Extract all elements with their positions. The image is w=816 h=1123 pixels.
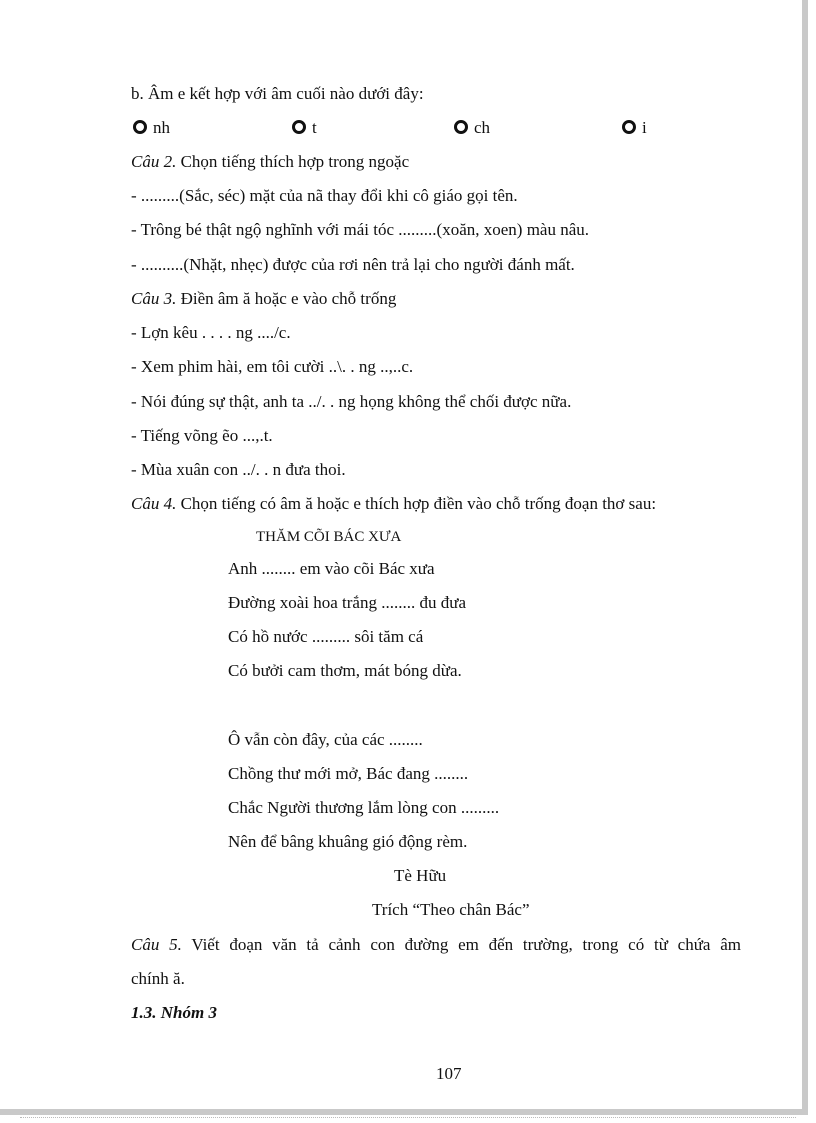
radio-circle-icon <box>292 120 306 134</box>
option-label: nh <box>153 118 170 137</box>
question-1b-prompt: b. Âm e kết hợp với âm cuối nào dưới đây: <box>131 84 424 103</box>
poem-line: Ô vẫn còn đây, của các ........ <box>228 730 423 749</box>
option-t[interactable] <box>292 118 317 138</box>
poem-line: Chồng thư mới mở, Bác đang ........ <box>228 764 469 783</box>
question-2-title <box>131 152 409 172</box>
question-label: Câu 2. <box>131 152 177 171</box>
question-text: Chọn tiếng có âm ă hoặc e thích hợp điền vào chỗ trống đoạn thơ sau: <box>176 494 657 513</box>
section-heading: 1.3. Nhóm 3 <box>131 1003 217 1022</box>
radio-circle-icon <box>454 120 468 134</box>
poem-line: Có hồ nước ......... sôi tăm cá <box>228 627 424 646</box>
poem-line: Có bưởi cam thơm, mát bóng dừa. <box>228 661 462 680</box>
question-5-title <box>131 935 741 955</box>
page-number: 107 <box>436 1064 462 1083</box>
question-2-line: - ..........(Nhặt, nhẹc) được của rơi nên trả lại cho người đánh mất. <box>131 255 575 274</box>
question-text: Chọn tiếng thích hợp trong ngoặc <box>176 152 410 171</box>
poem-line: Chắc Người thương lắm lòng con ......... <box>228 798 500 817</box>
option-i[interactable] <box>622 118 647 138</box>
poem-line: Anh ........ em vào cõi Bác xưa <box>228 559 435 578</box>
option-ch[interactable] <box>454 118 490 138</box>
question-3-line: - Xem phim hài, em tôi cười ..\. . ng ..,..c. <box>131 357 414 376</box>
question-text: Viết đoạn văn tả cảnh con đường em đến trường, trong có từ chứa âm <box>181 935 742 954</box>
question-3-line: - Lợn kêu . . . . ng ..../c. <box>131 323 291 342</box>
question-4-title <box>131 494 656 514</box>
question-label: Câu 5. <box>131 935 182 954</box>
radio-circle-icon <box>622 120 636 134</box>
option-nh[interactable] <box>133 118 170 138</box>
question-label: Câu 3. <box>131 289 177 308</box>
poem-title: THĂM CÕI BÁC XƯA <box>256 529 402 545</box>
question-label: Câu 4. <box>131 494 177 513</box>
option-label: i <box>642 118 647 137</box>
poem-line: Nên để bâng khuâng gió động rèm. <box>228 832 468 851</box>
question-3-title <box>131 289 396 309</box>
option-label: t <box>312 118 317 137</box>
question-2-line: - Trông bé thật ngộ nghĩnh với mái tóc .........(xoăn, xoen) màu nâu. <box>131 220 590 239</box>
question-3-line: - Tiếng võng ẽo ...,.t. <box>131 426 273 445</box>
page-edge-divider <box>20 1117 796 1118</box>
poem-source: Trích “Theo chân Bác” <box>372 900 530 919</box>
question-3-line: - Nói đúng sự thật, anh ta ../. . ng họng không thể chối được nữa. <box>131 392 572 411</box>
question-5-continuation: chính ă. <box>131 969 185 988</box>
radio-circle-icon <box>133 120 147 134</box>
poem-line: Đường xoài hoa trắng ........ đu đưa <box>228 593 466 612</box>
poem-author: Tè Hữu <box>394 866 447 885</box>
question-text: Điền âm ă hoặc e vào chỗ trống <box>176 289 397 308</box>
question-2-line: - .........(Sắc, séc) mặt của nã thay đổi khi cô giáo gọi tên. <box>131 186 518 205</box>
option-label: ch <box>474 118 491 137</box>
question-3-line: - Mùa xuân con ../. . n đưa thoi. <box>131 460 346 479</box>
